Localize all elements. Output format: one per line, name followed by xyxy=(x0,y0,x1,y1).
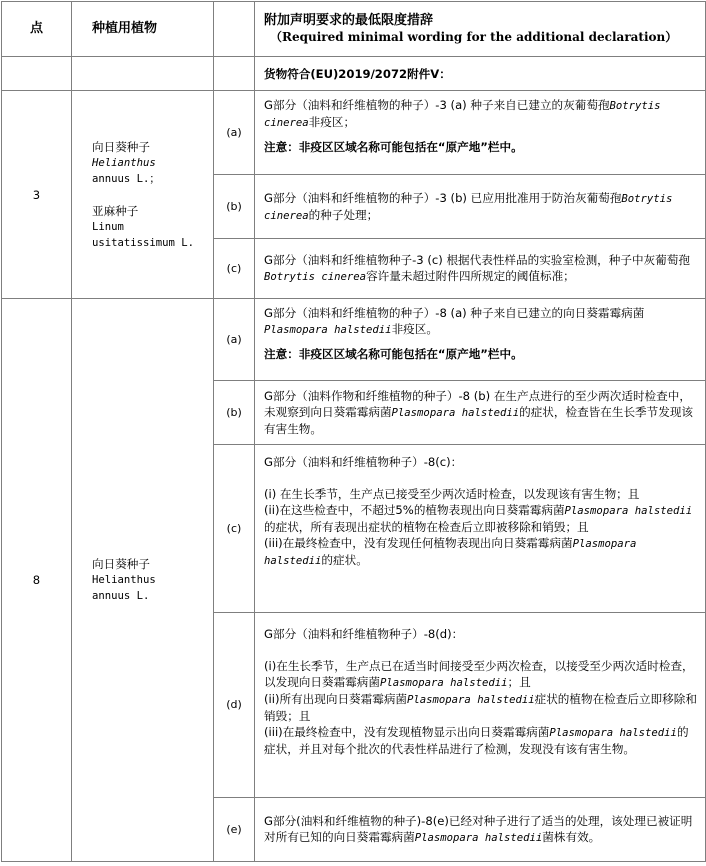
row8-b-italic: Plasmopara halstedii xyxy=(391,407,520,419)
row8-d-iii-italic: Plasmopara halstedii xyxy=(549,727,677,739)
row8-c-intro: G部分（油料和纤维植物种子）-8(c)： xyxy=(264,455,463,469)
row8-d-i-italic: Plasmopara halstedii xyxy=(379,677,508,689)
row8-e-italic: Plasmopara halstedii xyxy=(414,832,543,844)
header-wording-en: （Required minimal wording for the additional declaration） xyxy=(270,30,678,44)
row8-d-iii-2: 的症状，并且对每个批次的代表性样品进行了检测，发现没有该有害生物。 xyxy=(264,725,689,756)
row8-a-label: (a) xyxy=(214,299,255,381)
header-wording xyxy=(255,2,706,57)
row8-e-text xyxy=(255,798,706,862)
row3-plant1-latin-b: annuus L.； xyxy=(92,172,160,185)
table-row xyxy=(2,299,706,381)
row8-c-iii-2: 的症状。 xyxy=(321,553,368,567)
row8-plant xyxy=(72,299,214,862)
row8-c-ii-1: (ii)在这些检查中，不超过5%的植物表现出向日葵霜霉病菌 xyxy=(264,503,565,517)
row3-plant2-cn: 亚麻种子 xyxy=(92,203,139,218)
row3-a-text-2: 非疫区； xyxy=(308,115,356,129)
row3-a-italic: Botrytis cinerea xyxy=(264,100,661,129)
row8-d-i-1: (i)在生长季节，生产点已在适当时间接受至少两次检查，以接受至少两次适时检查，以发现向日葵霜霉病菌 xyxy=(264,659,694,689)
row3-c-label: (c) xyxy=(214,239,255,299)
row3-plant1-cn: 向日葵种子 xyxy=(92,139,150,154)
row3-point: 3 xyxy=(2,91,72,299)
row8-c-ii-italic: Plasmopara halstedii xyxy=(564,505,693,517)
row8-plant-cn: 向日葵种子 xyxy=(92,557,150,571)
row3-plant2-latin-a: Linum xyxy=(92,220,124,233)
row3-c-italic: Botrytis cinerea xyxy=(264,271,367,283)
row8-point: 8 xyxy=(2,299,72,862)
row3-a-text xyxy=(255,91,706,175)
header-row xyxy=(2,2,706,57)
phytosanitary-table xyxy=(1,1,706,862)
row8-e-text-1: G部分(油料和纤维植物的种子)-8(e)已经对种子进行了适当的处理，该处理已被证明对所有已知的向日葵霜霉病菌 xyxy=(264,814,693,844)
header-empty-cell xyxy=(214,2,255,57)
subheader-empty-1 xyxy=(2,57,72,91)
row3-a-label: (a) xyxy=(214,91,255,175)
row8-c-iii-italic: Plasmopara halstedii xyxy=(264,538,637,567)
row8-c-i: (i) 在生长季节，生产点已接受至少两次适时检查，以发现该有害生物；且 xyxy=(264,487,640,501)
subheader-row xyxy=(2,57,706,91)
header-point: 点 xyxy=(2,2,72,57)
row8-d-ii-italic: Plasmopara halstedii xyxy=(407,694,535,706)
row8-e-label: (e) xyxy=(214,798,255,862)
row8-plant-latin-b: annuus L. xyxy=(92,590,150,602)
row3-b-italic: Botrytis cinerea xyxy=(264,192,673,222)
row8-a-note: 注意：非疫区区域名称可能包括在“原产地”栏中。 xyxy=(264,347,523,361)
row3-plant1-latin-a: Helianthus xyxy=(92,156,156,169)
row3-a-text-1: G部分（油料和纤维植物的种子）-3 (a) 种子来自已建立的灰葡萄孢 xyxy=(264,98,610,112)
row3-plant2-latin-b: usitatissimum L. xyxy=(92,236,195,249)
row3-plants xyxy=(72,91,214,299)
row8-b-text-2: 的症状，检查皆在生长季节发现该有害生物。 xyxy=(264,405,694,436)
header-wording-cn: 附加声明要求的最低限度措辞 xyxy=(264,13,434,28)
row8-c-ii-2: 的症状，所有表现出症状的植物在检查后立即被移除和销毁；且 xyxy=(264,520,589,534)
row3-b-label: (b) xyxy=(214,175,255,239)
row8-c-iii-1: (iii)在最终检查中，没有发现任何植物表现出向日葵霜霉病菌 xyxy=(264,536,573,550)
row3-c-text xyxy=(255,239,706,299)
row8-d-iii-1: (iii)在最终检查中，没有发现植物显示出向日葵霜霉病菌 xyxy=(264,725,550,739)
row8-d-intro: G部分（油料和纤维植物种子）-8(d)： xyxy=(264,627,464,641)
subheader-empty-3 xyxy=(214,57,255,91)
row3-c-text-1: G部分（油料和纤维植物种子-3 (c) 根据代表性样品的实验室检测，种子中灰葡萄孢 xyxy=(264,253,690,267)
row8-b-label: (b) xyxy=(214,381,255,445)
row3-c-text-2: 容许量未超过附件四所规定的阈值标准； xyxy=(366,269,575,283)
row8-a-text-2: 非疫区。 xyxy=(391,322,438,336)
row8-a-italic: Plasmopara halstedii xyxy=(264,324,392,336)
row8-d-ii-1: (ii)所有出现向日葵霜霉病菌 xyxy=(264,692,408,706)
header-plant: 种植用植物 xyxy=(72,2,214,57)
subheader-empty-2 xyxy=(72,57,214,91)
table-row xyxy=(2,91,706,175)
row8-d-text xyxy=(255,613,706,798)
row8-d-i-2: ；且 xyxy=(507,675,531,689)
row8-c-text xyxy=(255,445,706,613)
row8-a-text xyxy=(255,299,706,381)
row8-e-text-2: 菌株有效。 xyxy=(542,830,601,844)
row8-d-label: (d) xyxy=(214,613,255,798)
row8-a-text-1: G部分（油料和纤维植物的种子）-8 (a) 种子来自已建立的向日葵霜霉病菌 xyxy=(264,306,645,320)
row8-c-label: (c) xyxy=(214,445,255,613)
row8-b-text-1: G部分（油料作物和纤维植物的种子）-8 (b) 在生产点进行的至少两次适时检查中，未观察到向日葵霜霉病菌 xyxy=(264,389,691,419)
row3-b-text xyxy=(255,175,706,239)
row8-b-text xyxy=(255,381,706,445)
row3-a-note: 注意：非疫区区域名称可能包括在“原产地”栏中。 xyxy=(264,140,523,154)
row3-b-text-2: 的种子处理； xyxy=(308,207,379,222)
row3-b-text-1: G部分（油料和纤维植物的种子）-3 (b) 已应用批准用于防治灰葡萄孢 xyxy=(264,190,622,205)
row8-plant-latin-a: Helianthus xyxy=(92,574,156,586)
row8-d-ii-2: 症状的植物在检查后立即移除和销毁；且 xyxy=(264,692,697,723)
subheader-text: 货物符合(EU)2019/2072附件V： xyxy=(255,57,706,91)
